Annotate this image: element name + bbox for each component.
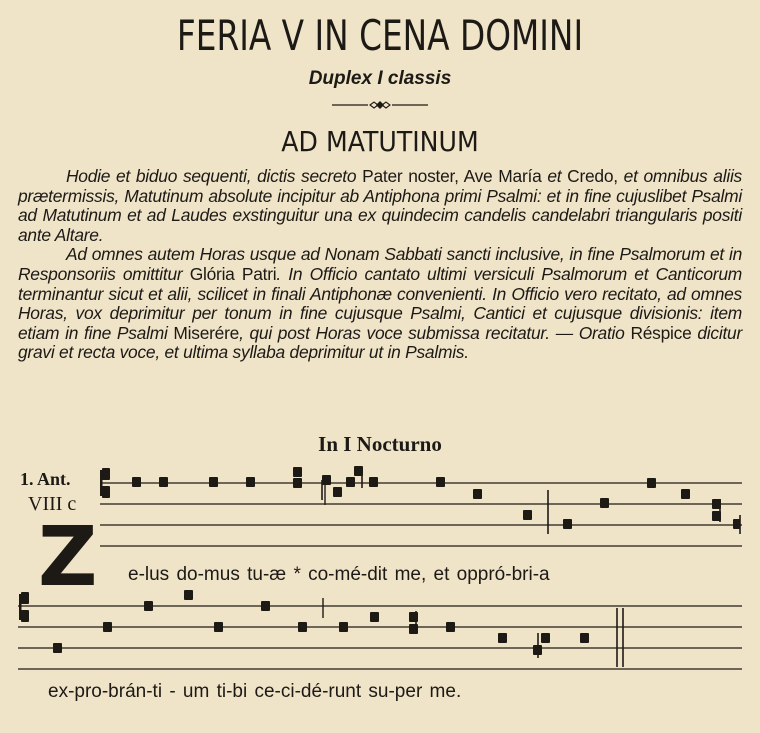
c-clef-icon <box>19 592 29 622</box>
rubric-run: et <box>547 166 568 186</box>
rubric-run: Pater noster, <box>362 166 464 186</box>
rubric-run: dicitur gravi et recta voce, et ultima syllaba deprimitur ut in Psalmis. <box>18 322 743 363</box>
rubric-run: Glória Patri <box>189 263 277 284</box>
staff-system-2 <box>18 606 742 669</box>
antiphon-mode: VIII c <box>28 493 77 515</box>
notes-system-1 <box>132 466 740 529</box>
lyrics-line-1: e-lus do-mus tu-æ * co-mé-dit me, et oppró-bri-a <box>128 564 550 585</box>
rubric-run: Miserére <box>173 322 240 343</box>
rubric-run: . In Officio cantato ultimi versiculi Psalmorum et Canticorum terminantur sicut et alii, scilicet in finali Antiphonæ convenienti. In Officio vero recitato, ad omnes Horas, vox deprimitur per tonum in fine cujusque Psalmi, Cantici et cujusque divisionis: item etiam in fine Psalmi <box>18 263 742 343</box>
antiphon-label: 1. Ant. <box>20 469 71 489</box>
rubric-run: Credo, <box>567 166 624 186</box>
page-title: FERIA V IN CENA DOMINI <box>176 11 584 60</box>
feast-rank: Duplex I classis <box>308 68 452 89</box>
nocturn-heading: In I Nocturno <box>318 432 442 456</box>
initial-letter: Z <box>38 510 98 605</box>
notes-system-2 <box>53 590 589 655</box>
rubric-run: , qui post Horas voce submissa recitatur. — Oratio <box>239 322 631 343</box>
rubric-run: Hodie et biduo sequenti, dictis secreto <box>66 166 363 186</box>
rubric-run: Ad omnes autem Horas usque ad Nonam Sabbati sancti inclusive, in fine Psalmorum et in Responsoriis omittitur <box>18 244 742 284</box>
rubric-run: Ave María <box>463 166 548 186</box>
staff-system-1 <box>100 483 742 546</box>
hour-heading: AD MATUTINUM <box>281 125 479 158</box>
lyrics-line-2: ex-pro-brán-ti - um ti-bi ce-ci-dé-runt su-per me. <box>48 681 462 702</box>
rubric-run: Réspice <box>630 322 698 343</box>
rubric-run: et omnibus aliis prætermissis, Matutinum absolute incipitur ab Antiphona primi Psalmi: et in fine cujuslibet Psalmi ad Matutinum et ad Laudes exstinguitur una ex quindecim candelis candelabri triangularis positi ante Altare. <box>18 166 742 245</box>
